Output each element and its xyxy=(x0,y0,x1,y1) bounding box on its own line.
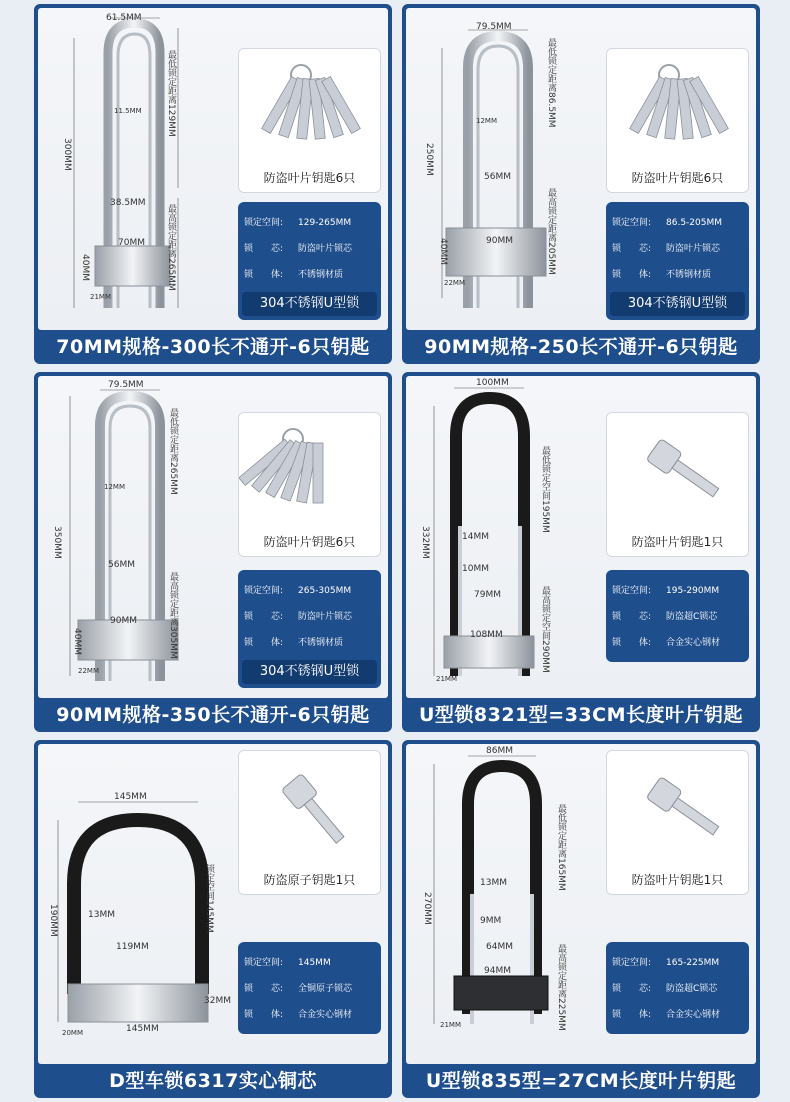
key-label: 防盗叶片钥匙6只 xyxy=(263,535,356,549)
spec-row-body: 锁 体: 不锈钢材质 xyxy=(244,270,344,280)
spec-row-body: 锁 体: 合金实心钢材 xyxy=(244,1010,353,1020)
product-image-area xyxy=(38,744,388,1064)
dim-body-wide: 108MM xyxy=(470,630,503,640)
spec-row-body: 锁 体: 合金实心钢材 xyxy=(612,638,721,648)
product-caption: D型车锁6317实心铜芯 xyxy=(109,1070,317,1092)
key-bundle-icon xyxy=(239,413,381,528)
dim-min-lock: 最低锁定距离165MM xyxy=(556,804,566,891)
key-bundle-icon xyxy=(239,49,381,164)
spec-row-core: 锁 芯: 全铜原子锁芯 xyxy=(244,984,353,994)
dim-leg: 21MM xyxy=(90,293,111,301)
key-panel xyxy=(238,48,381,193)
dim-height: 300MM xyxy=(62,138,72,171)
key-label: 防盗叶片钥匙1只 xyxy=(631,873,724,887)
spec-footer: 304不锈钢U型锁 xyxy=(610,292,745,316)
spec-row-body: 锁 体: 合金实心钢材 xyxy=(612,1010,721,1020)
key-label: 防盗叶片钥匙1只 xyxy=(631,535,724,549)
dim-width: 61.5MM xyxy=(106,13,142,23)
dim-max-lock: 最高锁定距离225MM xyxy=(556,944,566,1031)
spec-row-space: 锁定空间: 86.5-205MM xyxy=(612,218,722,228)
dim-body-height: 32MM xyxy=(204,996,231,1006)
dim-bar: 56MM xyxy=(484,172,511,182)
spec-panel xyxy=(238,202,381,320)
spec-row-body: 锁 体: 不锈钢材质 xyxy=(612,270,712,280)
dim-width: 79.5MM xyxy=(108,380,144,390)
product-image-area xyxy=(406,8,756,330)
dim-body-height: 40MM xyxy=(80,254,90,281)
dim-body: 90MM xyxy=(486,236,513,246)
dim-max-lock: 最高锁定距离205MM xyxy=(546,188,556,275)
product-card-6[interactable] xyxy=(402,740,760,1098)
dim-body: 79MM xyxy=(474,590,501,600)
dim-body: 145MM xyxy=(126,1024,159,1034)
spec-footer: 304不锈钢U型锁 xyxy=(242,292,377,316)
dim-body: 90MM xyxy=(110,616,137,626)
dim-bar: 10MM xyxy=(462,564,489,574)
dim-height: 350MM xyxy=(52,526,62,559)
spec-row-core: 锁 芯: 防盗叶片锁芯 xyxy=(244,612,353,622)
dim-max-lock: 最高锁定距离305MM xyxy=(168,572,178,659)
spec-row-space: 锁定空间: 265-305MM xyxy=(244,586,352,596)
dim-bar: 56MM xyxy=(108,560,135,570)
product-image-area xyxy=(406,744,756,1064)
key-label: 防盗叶片钥匙6只 xyxy=(631,171,724,185)
dim-height: 190MM xyxy=(48,904,58,937)
dim-min-lock: 最低锁定距离265MM xyxy=(168,408,178,495)
product-card-1[interactable] xyxy=(34,4,392,364)
dim-width: 79.5MM xyxy=(476,22,512,32)
product-caption: U型锁835型=27CM长度叶片钥匙 xyxy=(425,1070,737,1092)
key-bundle-icon xyxy=(607,49,749,164)
dim-min-lock: 最低锁定距离86.5MM xyxy=(546,38,556,128)
spec-panel xyxy=(606,942,749,1034)
dim-leg: 22MM xyxy=(444,279,465,287)
spec-row-space: 锁定空间: 195-290MM xyxy=(612,586,720,596)
spec-panel xyxy=(606,202,749,320)
spec-row-core: 锁 芯: 防盗叶片锁芯 xyxy=(244,244,353,254)
dim-body-height: 40MM xyxy=(438,238,448,265)
spec-panel xyxy=(238,942,381,1034)
spec-panel xyxy=(606,570,749,662)
product-caption: 90MM规格-250长不通开-6只钥匙 xyxy=(424,336,738,358)
spec-row-core: 锁 芯: 防盗超C锁芯 xyxy=(612,612,718,622)
product-image-area xyxy=(38,376,388,698)
spec-footer: 304不锈钢U型锁 xyxy=(242,660,377,684)
dim-body-wide: 94MM xyxy=(484,966,511,976)
dim-body: 64MM xyxy=(486,942,513,952)
dim-leg: 21MM xyxy=(436,675,457,683)
key-panel xyxy=(606,48,749,193)
dim-max-lock: 最高锁定空间290MM xyxy=(540,586,550,673)
dim-width: 145MM xyxy=(114,792,147,802)
dim-body-height: 40MM xyxy=(72,628,82,655)
dim-bar: 9MM xyxy=(480,916,502,926)
spec-row-core: 锁 芯: 防盗叶片锁芯 xyxy=(612,244,721,254)
dim-leg: 21MM xyxy=(440,1021,461,1029)
product-card-2[interactable] xyxy=(402,4,760,364)
dim-width: 100MM xyxy=(476,378,509,388)
spec-row-space: 锁定空间: 129-265MM xyxy=(244,218,352,228)
key-panel xyxy=(606,750,749,895)
single-key-icon xyxy=(239,751,381,866)
product-image-area xyxy=(38,8,388,330)
single-key-icon xyxy=(607,751,749,866)
product-card-3[interactable] xyxy=(34,372,392,732)
dim-inner: 13MM xyxy=(88,910,115,920)
dim-leg: 20MM xyxy=(62,1029,83,1037)
dim-inner: 11.5MM xyxy=(114,107,142,115)
dim-height: 250MM xyxy=(424,143,434,176)
dim-inner: 12MM xyxy=(476,117,497,125)
product-card-4[interactable] xyxy=(402,372,760,732)
product-card-5[interactable] xyxy=(34,740,392,1098)
dim-inner: 13MM xyxy=(480,878,507,888)
product-caption: 90MM规格-350长不通开-6只钥匙 xyxy=(56,704,370,726)
dim-leg: 22MM xyxy=(78,667,99,675)
key-panel xyxy=(238,412,381,557)
spec-row-body: 锁 体: 不锈钢材质 xyxy=(244,638,344,648)
dim-bar: 119MM xyxy=(116,942,149,952)
dim-width: 86MM xyxy=(486,746,513,756)
key-label: 防盗原子钥匙1只 xyxy=(263,873,356,887)
spec-row-space: 锁定空间: 145MM xyxy=(244,958,331,968)
key-panel xyxy=(238,750,381,895)
dim-min-lock: 最低锁定空间195MM xyxy=(540,446,550,533)
spec-panel xyxy=(238,570,381,688)
dim-body: 70MM xyxy=(118,238,145,248)
dim-bar: 38.5MM xyxy=(110,198,146,208)
spec-row-space: 锁定空间: 165-225MM xyxy=(612,958,720,968)
key-panel xyxy=(606,412,749,557)
spec-row-core: 锁 芯: 防盗超C锁芯 xyxy=(612,984,718,994)
product-image-area xyxy=(406,376,756,698)
dim-height: 270MM xyxy=(422,892,432,925)
product-caption: 70MM规格-300长不通开-6只钥匙 xyxy=(56,336,370,358)
dim-min-lock: 最低锁定距离129MM xyxy=(166,50,176,137)
product-caption: U型锁8321型=33CM长度叶片钥匙 xyxy=(418,704,744,726)
dim-inner: 12MM xyxy=(104,483,125,491)
single-key-icon xyxy=(607,413,749,528)
dim-max-lock: 最高锁定距离265MM xyxy=(166,204,176,291)
key-label: 防盗叶片钥匙6只 xyxy=(263,171,356,185)
dim-inner: 14MM xyxy=(462,532,489,542)
dim-lock-space: 锁定空间145MM xyxy=(204,864,214,933)
dim-height: 332MM xyxy=(420,526,430,559)
